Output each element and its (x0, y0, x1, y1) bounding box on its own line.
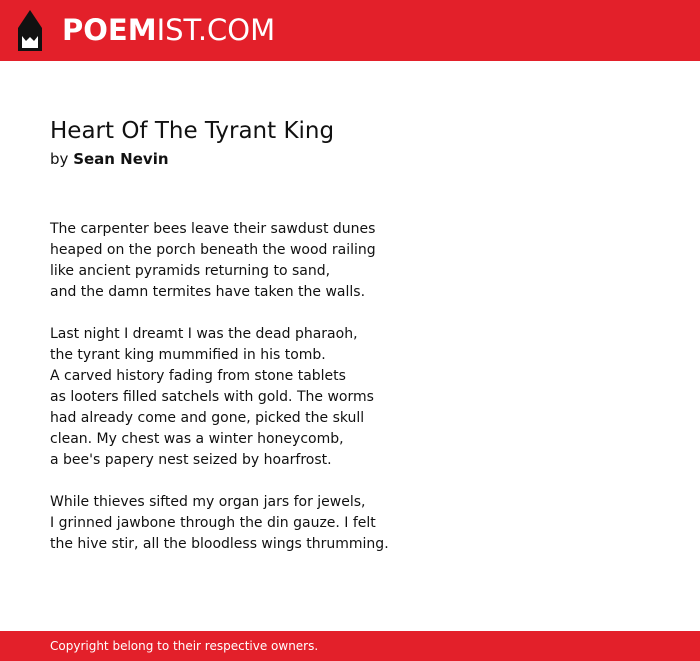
poem-line: the hive stir, all the bloodless wings thrumming. (50, 536, 389, 552)
by-label: by (50, 150, 69, 168)
author-name: Sean Nevin (73, 150, 169, 168)
poem-title: Heart Of The Tyrant King (50, 118, 335, 144)
poem-line: I grinned jawbone through the din gauze. I felt (50, 515, 376, 531)
poem-line: While thieves sifted my organ jars for jewels, (50, 494, 366, 510)
poem-line: had already come and gone, picked the skull (50, 410, 365, 426)
poem-line: The carpenter bees leave their sawdust dunes (50, 221, 376, 237)
poem-line: clean. My chest was a winter honeycomb, (50, 431, 344, 447)
poem-line: the tyrant king mummified in his tomb. (50, 347, 326, 363)
site-logo[interactable] (62, 13, 275, 47)
stanza (50, 324, 670, 471)
stanza (50, 219, 670, 303)
poem-line: heaped on the porch beneath the wood railing (50, 242, 376, 258)
poem-line: like ancient pyramids returning to sand, (50, 263, 331, 279)
poem-line: and the damn termites have taken the walls. (50, 284, 366, 300)
byline (50, 149, 169, 169)
site-footer (0, 631, 700, 661)
poem-line: a bee's papery nest seized by hoarfrost. (50, 452, 332, 468)
stanza (50, 492, 670, 555)
copyright-text: Copyright belong to their respective owners. (50, 639, 319, 653)
logo-light-text: IST.COM (156, 13, 276, 47)
poem-line: as looters filled satchels with gold. The worms (50, 389, 374, 405)
poem-line: A carved history fading from stone tablets (50, 368, 346, 384)
logo-bold-text: POEM (62, 13, 157, 47)
site-header (0, 0, 700, 61)
pencil-icon[interactable] (18, 10, 42, 51)
poem-body (50, 219, 670, 555)
poem-line: Last night I dreamt I was the dead pharaoh, (50, 326, 358, 342)
